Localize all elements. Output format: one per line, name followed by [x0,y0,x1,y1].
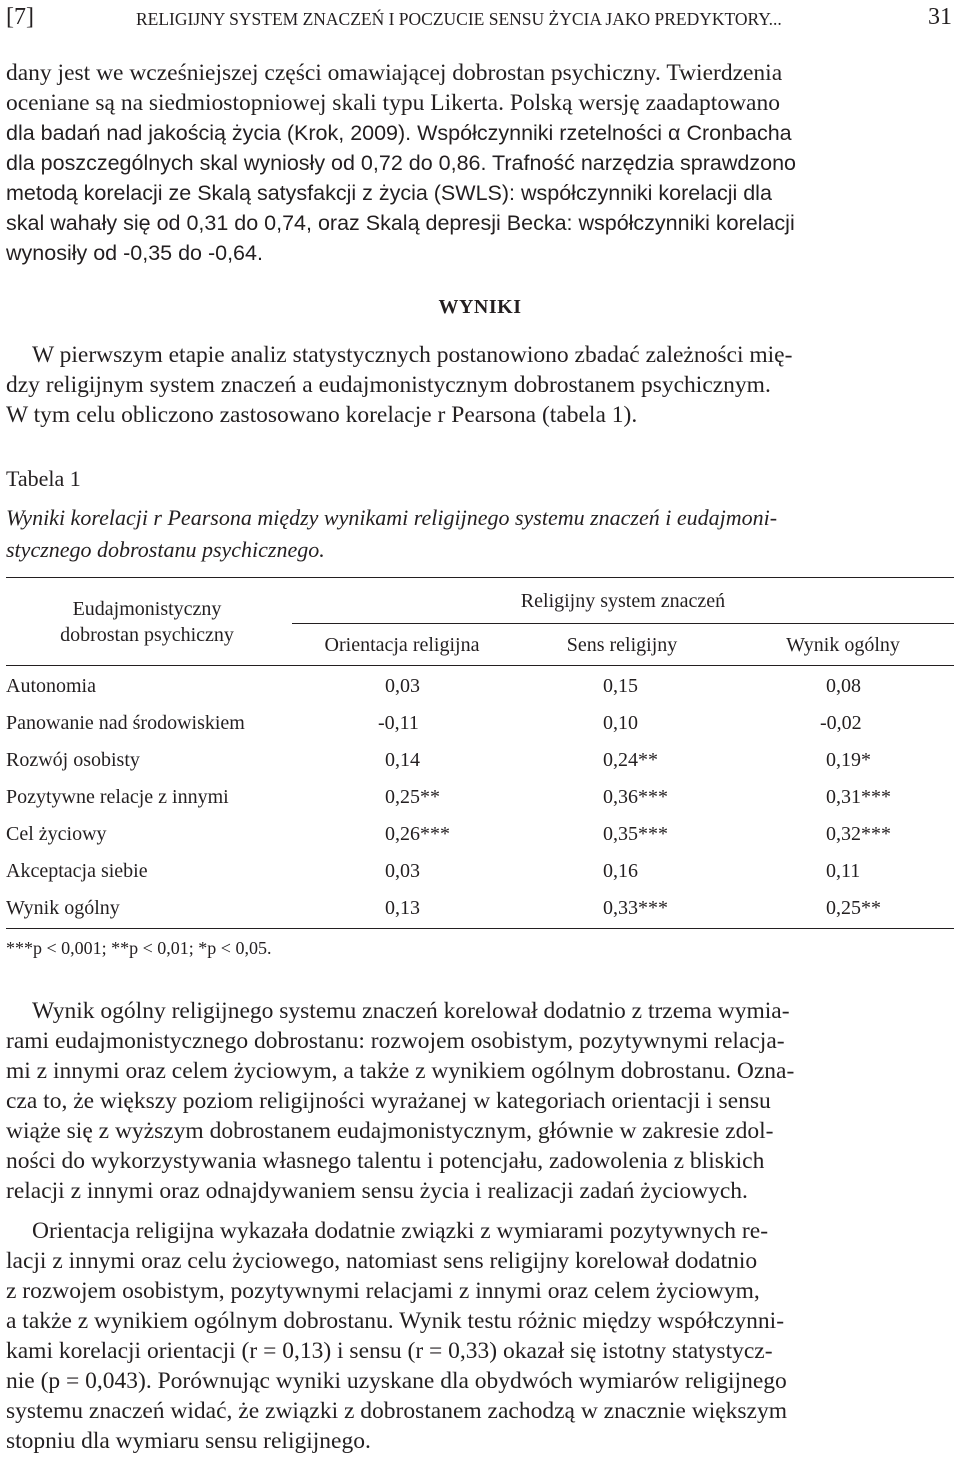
text-line: cza to, że większy poziom religijności wyrażanej w kategoriach orientacji i sensu [6,1088,771,1114]
paragraph-discussion-2 [6,1216,954,1456]
text-line: skal wahały się od 0,31 do 0,74, oraz Skalą depresji Becka: współczynniki korelacji [6,211,795,235]
table-cell: 0,10 [603,712,638,734]
section-heading: WYNIKI [438,296,522,318]
row-label: Wynik ogólny [6,897,120,919]
paragraph-discussion-1 [6,996,954,1206]
table-cell: 0,13 [385,897,420,919]
row-label: Akceptacja siebie [6,860,148,882]
text-line: dzy religijnym system znaczeń a eudajmonistycznym dobrostanem psychicznym. [6,372,771,398]
table-label: Tabela 1 [6,466,81,491]
text-line: Orientacja religijna wykazała dodatnie związki z wymiarami pozytywnych re- [32,1218,769,1244]
text-line: ności do wykorzystywania własnego talentu i potencjału, zadowolenia z bliskich [6,1148,765,1174]
table-cell: 0,36*** [603,786,668,808]
row-label: Pozytywne relacje z innymi [6,786,229,808]
running-header [6,4,952,34]
table-caption [6,502,954,566]
table-cell: 0,03 [385,675,420,697]
text-line: oceniane są na siedmiostopniowej skali typu Likerta. Polską wersję zaadaptowano [6,90,780,116]
header-bottom-rule [6,665,954,666]
table-cell: 0,25** [385,786,440,808]
text-line: dla poszczególnych skal wyniosły od 0,72 do 0,86. Trafność narzędzia sprawdzono [6,151,796,175]
text-line: stopniu dla wymiaru sensu religijnego. [6,1428,371,1454]
text-line: mi z innymi oraz celem życiowym, a także z wynikiem ogólnym dobrostanu. Ozna- [6,1058,795,1084]
table-cell: -0,02 [820,712,862,734]
paragraph-methods [6,58,954,268]
column-header: Orientacja religijna [324,634,480,656]
group-header: Religijny system znaczeń [520,590,726,612]
row-label: Cel życiowy [6,823,107,845]
row-label: Rozwój osobisty [6,749,140,771]
text-line: dany jest we wcześniejszej części omawiającej dobrostan psychiczny. Twierdzenia [6,60,783,86]
table-cell: 0,15 [603,675,638,697]
table-cell: 0,19* [826,749,871,771]
caption-line: stycznego dobrostanu psychicznego. [6,537,325,562]
text-line: Wynik ogólny religijnego systemu znaczeń korelował dodatnio z trzema wymia- [32,998,790,1024]
text-line: dla badań nad jakością życia (Krok, 2009). Współczynniki rzetelności α Cronbacha [6,121,792,145]
row-header-line1: Eudajmonistyczny [72,598,222,620]
table-cell: 0,31*** [826,786,891,808]
caption-line: Wyniki korelacji r Pearsona między wynikami religijnego systemu znaczeń i eudajmoni- [6,505,778,530]
table-cell: 0,33*** [603,897,668,919]
text-line: rami eudajmonistycznego dobrostanu: rozwojem osobistym, pozytywnymi relacja- [6,1028,785,1054]
table-cell: 0,24** [603,749,658,771]
text-line: wynosiły od -0,35 do -0,64. [6,241,263,265]
text-line: W pierwszym etapie analiz statystycznych postanowiono zbadać zależności mię- [32,342,793,368]
column-header: Wynik ogólny [786,634,900,656]
group-header-rule [292,623,954,624]
table-cell: 0,14 [385,749,420,771]
text-line: metodą korelacji ze Skalą satysfakcji z życia (SWLS): współczynniki korelacji dla [6,181,772,205]
table-cell: 0,08 [826,675,861,697]
text-line: W tym celu obliczono zastosowano korelacje r Pearsona (tabela 1). [6,402,638,428]
table-cell: 0,16 [603,860,638,882]
table-note: ***p < 0,001; **p < 0,01; *p < 0,05. [6,938,272,958]
running-title: RELIGIJNY SYSTEM ZNACZEŃ I POCZUCIE SENSU ŻYCIA JAKO PREDYKTORY... [136,9,782,29]
row-label: Panowanie nad środowiskiem [6,712,245,734]
table-cell: 0,35*** [603,823,668,845]
table-cell: 0,11 [826,860,861,882]
column-header: Sens religijny [566,634,678,656]
text-line: a także z wynikiem ogólnym dobrostanu. Wynik testu różnic między współczynni- [6,1308,785,1334]
text-line: relacji z innymi oraz odnajdywaniem sensu życia i realizacji zadań życiowych. [6,1178,748,1204]
table-cell: 0,25** [826,897,881,919]
text-line: wiąże się z wyższym dobrostanem eudajmonistycznym, głównie w zakresie zdol- [6,1118,774,1144]
table-cell: 0,32*** [826,823,891,845]
table-bottom-rule [6,928,954,929]
text-line: lacji z innymi oraz celu życiowego, natomiast sens religijny korelował dodatnio [6,1248,758,1274]
table-top-rule [6,577,954,578]
section-number: [7] [6,4,34,30]
page-number: 31 [928,4,952,30]
table-cell: 0,03 [385,860,420,882]
text-line: systemu znaczeń widać, że związki z dobrostanem zachodzą w znacznie większym [6,1398,788,1424]
table-cell: 0,26*** [385,823,450,845]
text-line: kami korelacji orientacji (r = 0,13) i sensu (r = 0,33) okazał się istotny statystycz- [6,1338,773,1364]
row-header-line2: dobrostan psychiczny [60,624,234,646]
text-line: nie (p = 0,043). Porównując wyniki uzyskane dla obydwóch wymiarów religijnego [6,1368,787,1394]
text-line: z rozwojem osobistym, pozytywnymi relacjami z innymi oraz celem życiowym, [6,1278,760,1304]
paragraph-results-intro [6,340,954,430]
table-cell: -0,11 [378,712,419,734]
row-label: Autonomia [6,675,96,697]
